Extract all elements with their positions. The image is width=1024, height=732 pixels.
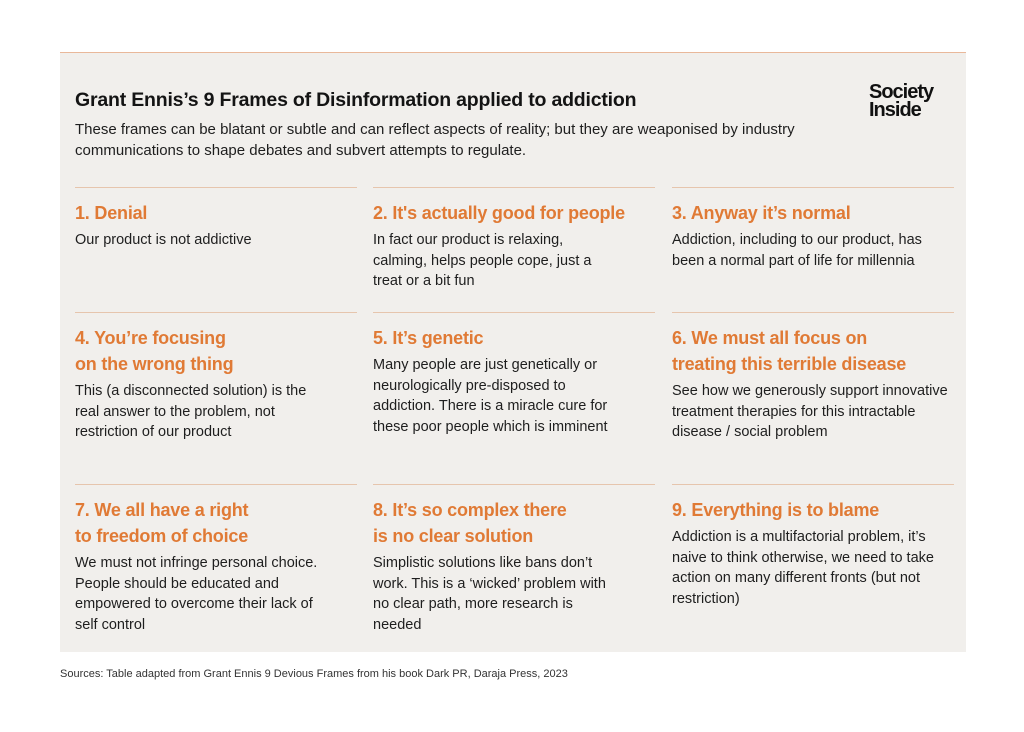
card-divider: [75, 484, 357, 485]
frame-heading: 4. You’re focusing on the wrong thing: [75, 328, 234, 374]
frame-heading: 8. It’s so complex there is no clear solution: [373, 500, 567, 546]
card-divider: [672, 484, 954, 485]
frame-heading: 9. Everything is to blame: [672, 500, 880, 520]
card-divider: [373, 187, 655, 188]
frame-body: In fact our product is relaxing, calming, helps people cope, just a treat or a bit fun: [373, 232, 592, 289]
card-divider: [672, 187, 954, 188]
card-divider: [75, 312, 357, 313]
logo-line-2: Inside: [869, 99, 921, 121]
infographic-panel: [60, 53, 966, 652]
frame-card-7: [75, 484, 357, 635]
page-subtitle: These frames can be blatant or subtle and can reflect aspects of reality; but they are weaponised by industry communications to shape debates and subvert attempts to regulate.: [75, 121, 795, 159]
logo-line-1: Society: [869, 81, 934, 103]
sources-note: Sources: Table adapted from Grant Ennis 9 Devious Frames from his book Dark PR, Daraja Press, 2023: [60, 668, 568, 680]
frame-card-3: [672, 187, 954, 271]
card-divider: [75, 187, 357, 188]
society-inside-logo: [869, 83, 953, 119]
frame-card-8: [373, 484, 655, 635]
card-divider: [373, 484, 655, 485]
frame-card-6: [672, 312, 954, 443]
frame-heading: 2. It's actually good for people: [373, 203, 625, 223]
frame-card-4: [75, 312, 357, 443]
page-title: Grant Ennis’s 9 Frames of Disinformation applied to addiction: [75, 89, 637, 111]
frame-heading: 7. We all have a right to freedom of choice: [75, 500, 249, 546]
frame-card-9: [672, 484, 954, 609]
frame-heading: 5. It’s genetic: [373, 328, 484, 348]
frame-body: We must not infringe personal choice. People should be educated and empowered to overcome their lack of self control: [75, 555, 318, 633]
frame-body: Addiction is a multifactorial problem, it’s naive to think otherwise, we need to take action on many different fronts (but not restriction): [672, 529, 934, 607]
frame-body: See how we generously support innovative treatment therapies for this intractable disease / social problem: [672, 383, 948, 440]
card-divider: [373, 312, 655, 313]
frame-body: Many people are just genetically or neurologically pre-disposed to addiction. There is a miracle cure for these poor people which is imminent: [373, 357, 608, 435]
frame-card-5: [373, 312, 655, 437]
card-divider: [672, 312, 954, 313]
frame-body: Addiction, including to our product, has been a normal part of life for millennia: [672, 232, 922, 269]
frame-body: This (a disconnected solution) is the real answer to the problem, not restriction of our product: [75, 383, 307, 440]
frame-heading: 6. We must all focus on treating this terrible disease: [672, 328, 907, 374]
frame-card-2: [373, 187, 655, 292]
frame-heading: 3. Anyway it’s normal: [672, 203, 851, 223]
frame-body: Simplistic solutions like bans don’t work. This is a ‘wicked’ problem with no clear path, more research is needed: [373, 555, 606, 633]
frame-card-1: [75, 187, 357, 251]
frame-heading: 1. Denial: [75, 203, 148, 223]
frame-body: Our product is not addictive: [75, 232, 252, 248]
